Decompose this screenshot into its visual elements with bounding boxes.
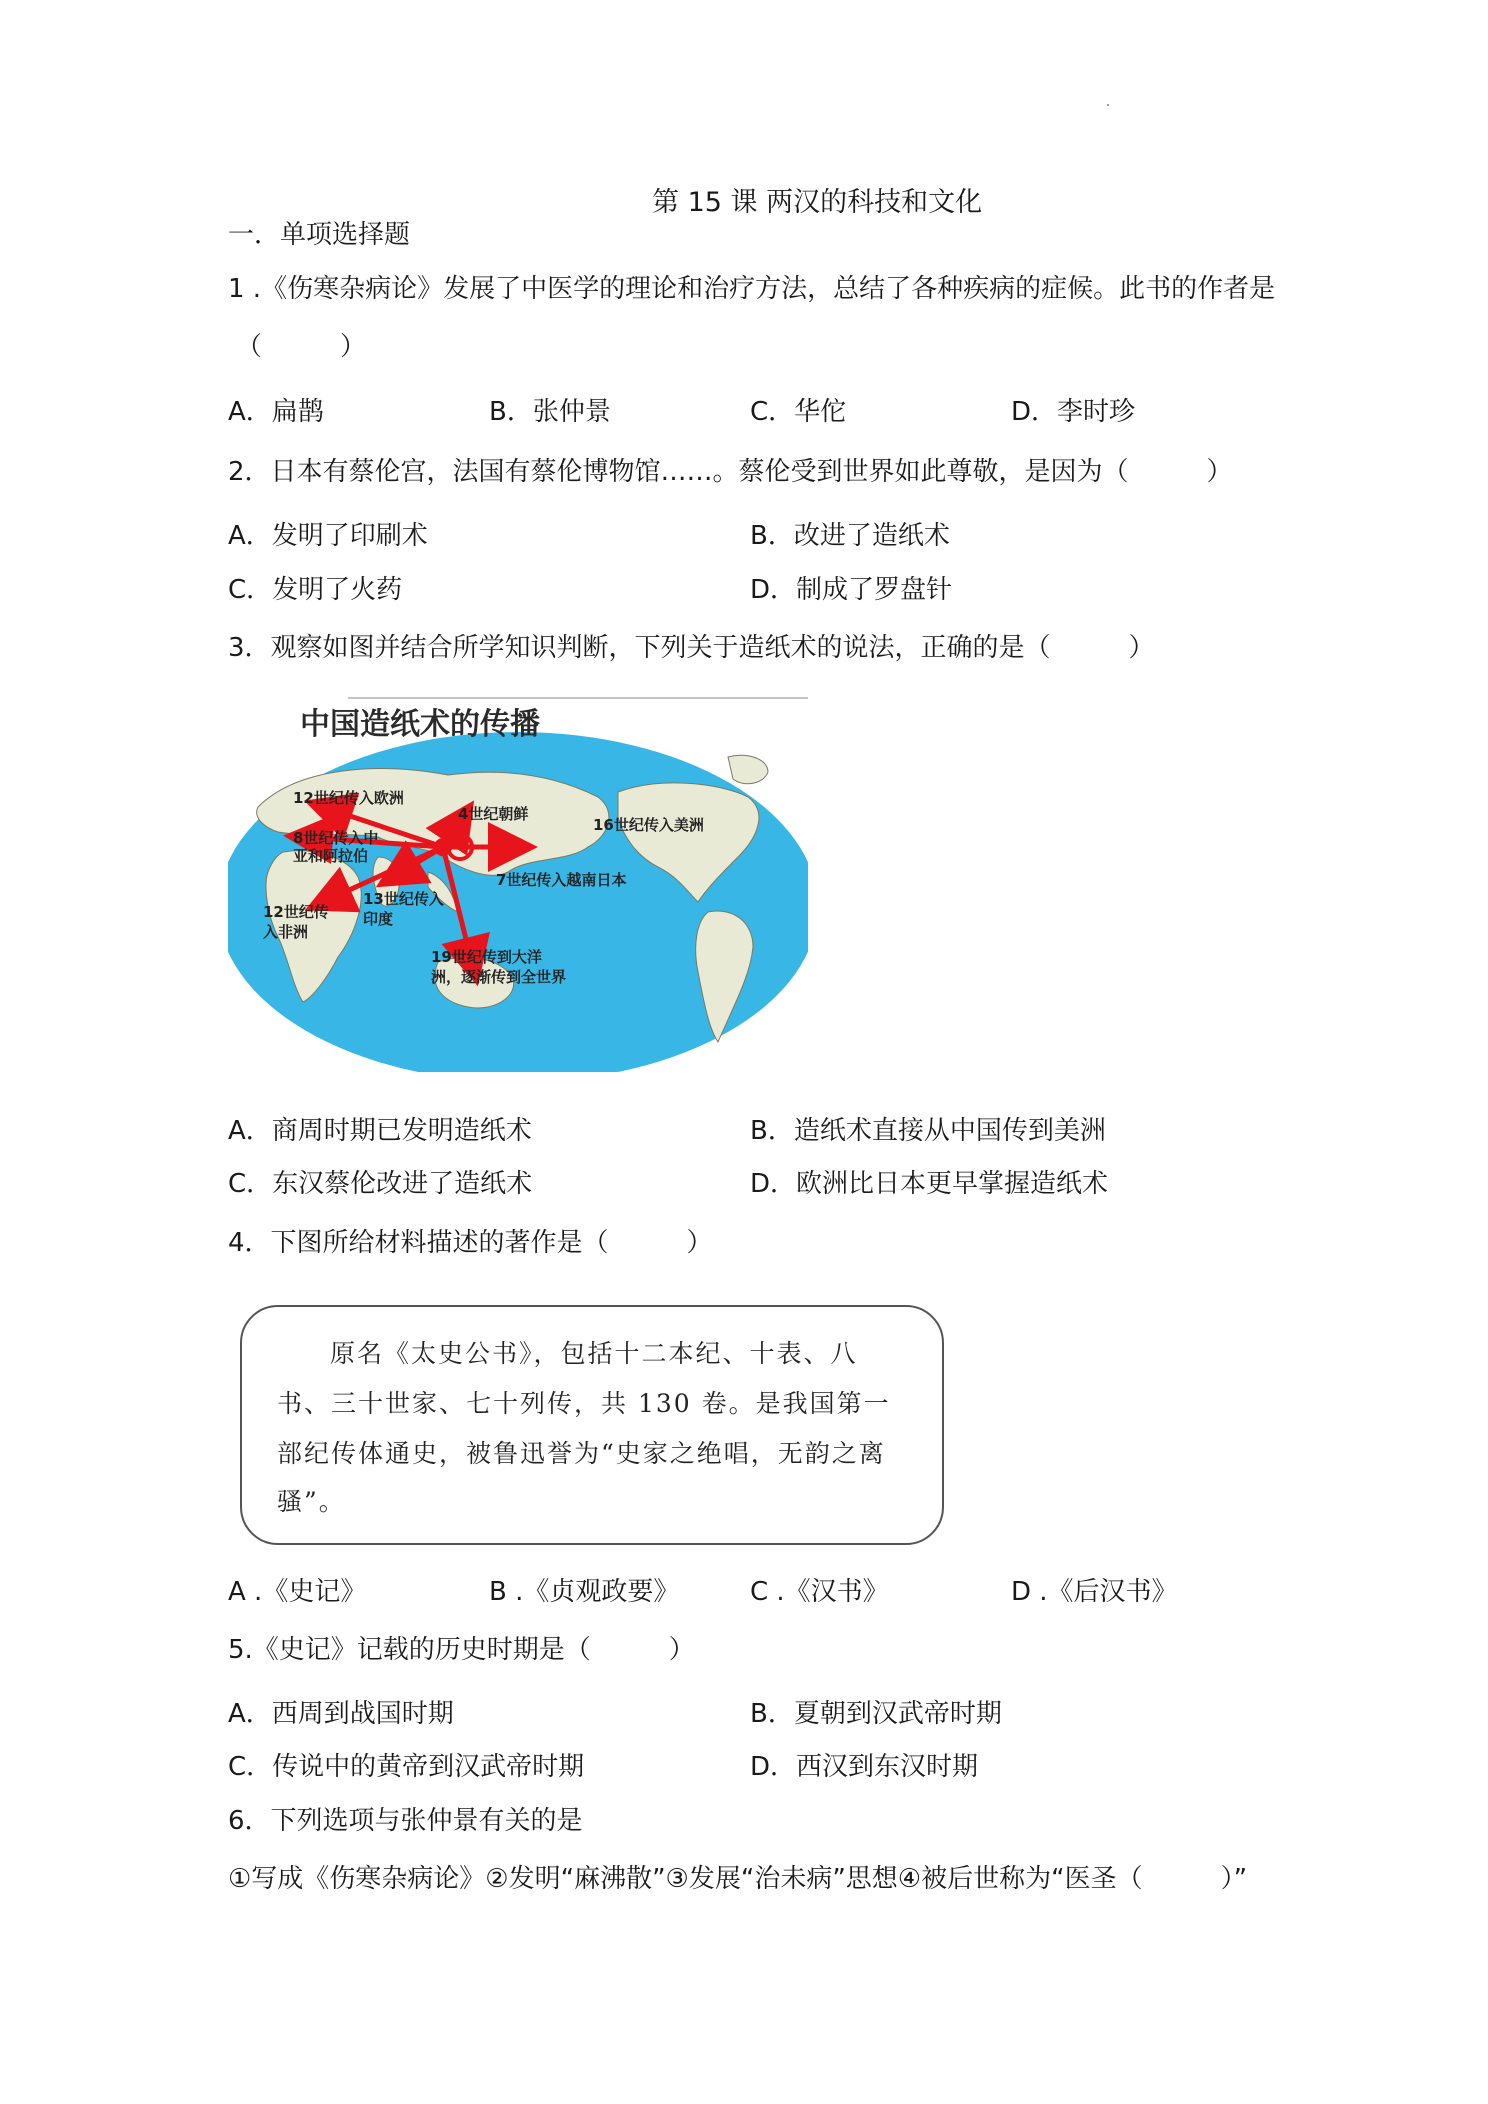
label-america: 16世纪传入美洲 (593, 816, 704, 834)
quote-line-4: 骚”。 (277, 1487, 346, 1516)
q6-statements: ①写成《伤寒杂病论》②发明“麻沸散”③发展“治未病”思想④被后世称为“医圣（ ）” (228, 1864, 1248, 1894)
q4-option-c[interactable]: C .《汉书》 (750, 1577, 889, 1607)
q5-option-d[interactable]: D．西汉到东汉时期 (750, 1752, 979, 1782)
label-india: 13世纪传入印度 (363, 890, 444, 928)
q4-option-b[interactable]: B .《贞观政要》 (489, 1577, 680, 1607)
q4-stem: 4．下图所给材料描述的著作是（ ） (228, 1228, 713, 1258)
q3-option-c[interactable]: C．东汉蔡伦改进了造纸术 (228, 1169, 533, 1199)
label-oceania: 19世纪传到大洋洲，逐渐传到全世界 (431, 948, 567, 986)
label-europe: 12世纪传入欧洲 (293, 789, 404, 807)
q5-option-c[interactable]: C．传说中的黄帝到汉武帝时期 (228, 1752, 585, 1782)
label-viet-japan: 7世纪传入越南日本 (496, 871, 627, 889)
q5-stem: 5.《史记》记载的历史时期是（ ） (228, 1635, 695, 1665)
q2-option-c[interactable]: C．发明了火药 (228, 575, 403, 605)
quote-line-2: 书、三十世家、七十列传，共 130 卷。是我国第一 (277, 1389, 891, 1418)
q4-option-a[interactable]: A .《史记》 (228, 1577, 367, 1607)
q3-stem: 3．观察如图并结合所学知识判断，下列关于造纸术的说法，正确的是（ ） (228, 633, 1155, 663)
q1-bracket: （ ） (236, 332, 367, 362)
q5-option-b[interactable]: B．夏朝到汉武帝时期 (750, 1699, 1002, 1729)
corner-dot (1107, 104, 1109, 106)
q2-option-d[interactable]: D．制成了罗盘针 (750, 575, 953, 605)
material-quote-box (240, 1305, 944, 1545)
q1-option-c[interactable]: C．华佗 (750, 397, 847, 427)
q3-option-d[interactable]: D．欧洲比日本更早掌握造纸术 (750, 1169, 1109, 1199)
q3-option-b[interactable]: B．造纸术直接从中国传到美洲 (750, 1116, 1106, 1146)
label-korea: 4世纪朝鲜 (458, 805, 529, 823)
q4-option-d[interactable]: D .《后汉书》 (1011, 1577, 1178, 1607)
q1-stem: 1 .《伤寒杂病论》发展了中医学的理论和治疗方法，总结了各种疾病的症候。此书的作者是 (228, 274, 1276, 304)
china-origin-dot (434, 838, 452, 856)
map-title: 中国造纸术的传播 (300, 707, 540, 742)
q1-option-d[interactable]: D．李时珍 (1011, 397, 1136, 427)
q3-option-a[interactable]: A．商周时期已发明造纸术 (228, 1116, 532, 1146)
q2-option-b[interactable]: B．改进了造纸术 (750, 521, 950, 551)
q1-option-b[interactable]: B．张仲景 (489, 397, 611, 427)
q2-stem: 2．日本有蔡伦宫，法国有蔡伦博物馆……。蔡伦受到世界如此尊敬，是因为（ ） (228, 457, 1233, 487)
page-title: 第 15 课 两汉的科技和文化 (652, 187, 983, 218)
label-central-asia: 8世纪传入中亚和阿拉伯 (293, 829, 379, 865)
q6-stem: 6．下列选项与张仲景有关的是 (228, 1806, 583, 1836)
q1-option-a[interactable]: A．扁鹊 (228, 397, 324, 427)
quote-line-1: 原名《太史公书》，包括十二本纪、十表、八 (330, 1339, 858, 1368)
paper-spread-map (228, 697, 808, 1072)
quote-line-3: 部纪传体通史，被鲁迅誉为“史家之绝唱，无韵之离 (277, 1439, 886, 1468)
label-africa: 12世纪传入非洲 (263, 903, 329, 941)
q5-option-a[interactable]: A．西周到战国时期 (228, 1699, 454, 1729)
section-heading: 一．单项选择题 (228, 220, 411, 250)
q2-option-a[interactable]: A．发明了印刷术 (228, 521, 428, 551)
